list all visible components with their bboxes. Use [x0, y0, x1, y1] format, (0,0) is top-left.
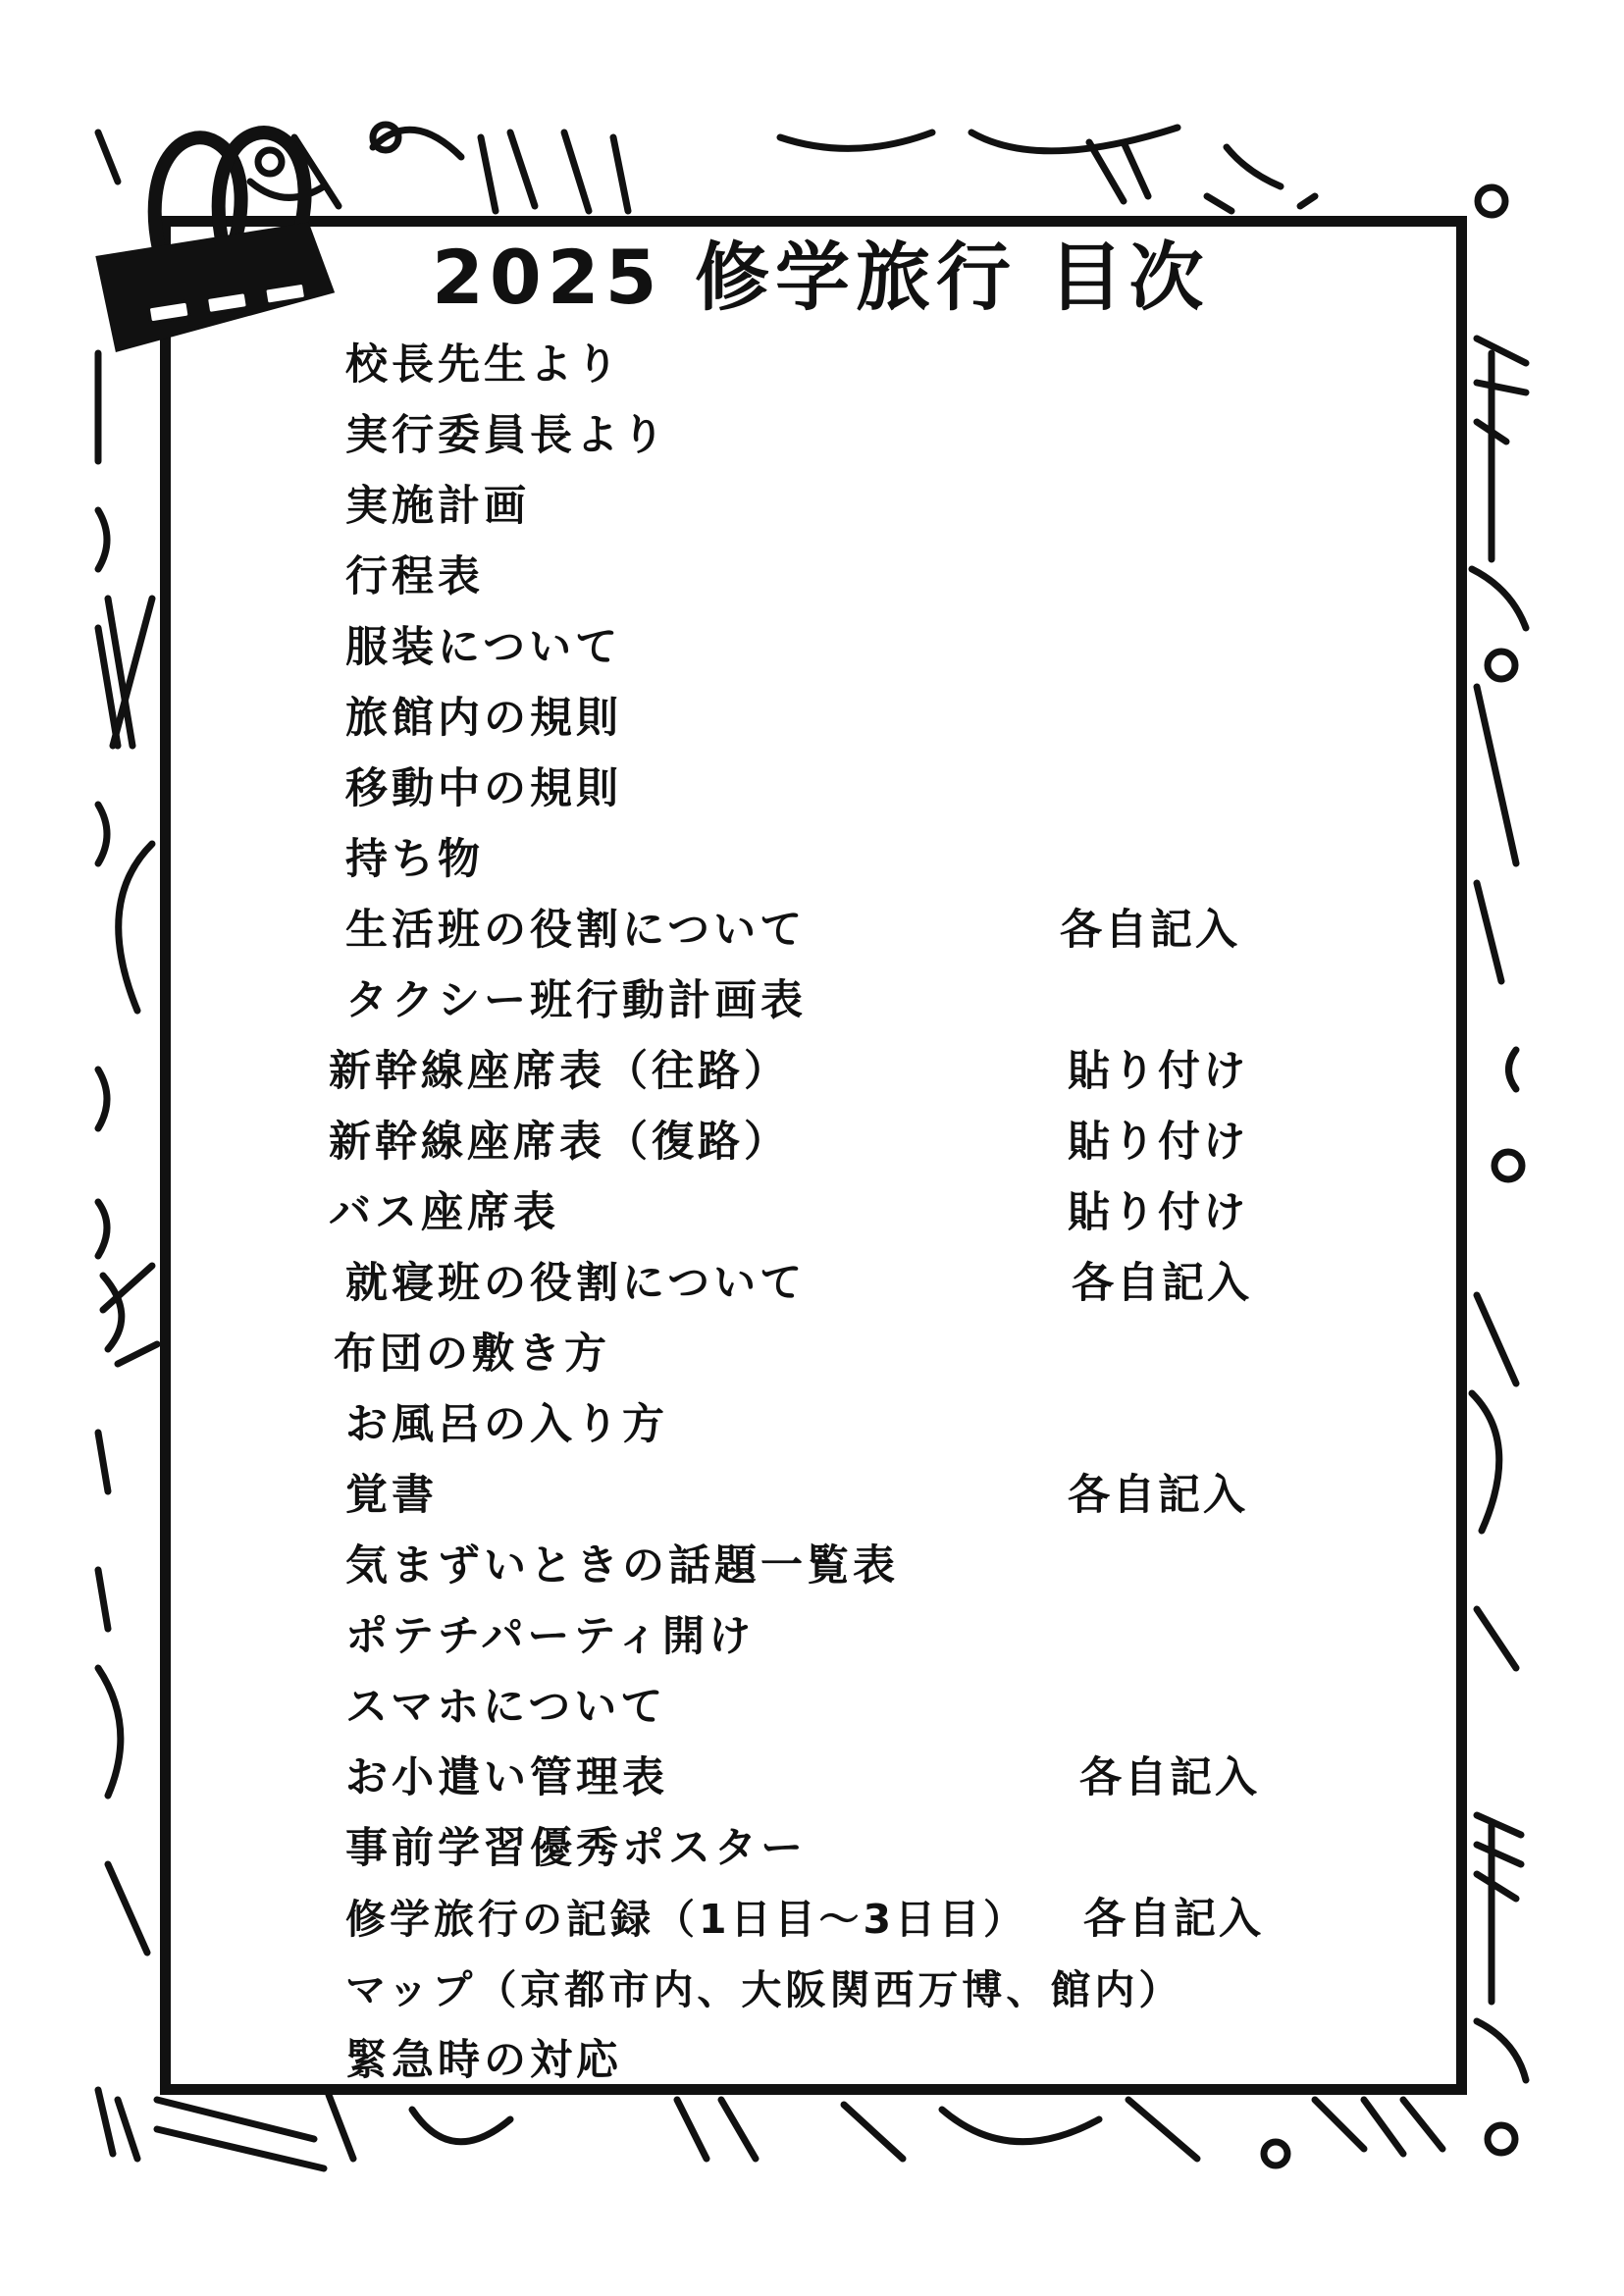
toc-item-label: 校長先生より	[345, 340, 622, 390]
toc-item	[0, 830, 1624, 889]
toc-item-label: 新幹線座席表（復路）	[329, 1118, 790, 1167]
toc-item	[0, 1325, 1624, 1383]
toc-item-label: お小遣い管理表	[345, 1753, 668, 1802]
toc-item	[0, 1960, 1624, 2019]
toc-item-label: 修学旅行の記録（1日目～3日目）	[345, 1896, 1028, 1943]
toc-item	[0, 618, 1624, 677]
toc-item	[0, 1466, 1624, 1525]
toc-item-note: 各自記入	[1068, 1471, 1248, 1520]
toc-item-label: 事前学習優秀ポスター	[345, 1824, 807, 1873]
toc-item-label: 実行委員長より	[345, 411, 668, 460]
toc-item-label: 持ち物	[345, 835, 484, 884]
toc-item	[0, 1819, 1624, 1878]
toc-item-note: 貼り付け	[1068, 1047, 1248, 1096]
toc-item-label: ポテチパーティ開け	[345, 1612, 755, 1661]
toc-item	[0, 1537, 1624, 1595]
toc-item	[0, 2031, 1624, 2090]
toc-item	[0, 406, 1624, 465]
toc-item-label: 行程表	[345, 552, 484, 601]
toc-item	[0, 1183, 1624, 1242]
toc-item	[0, 971, 1624, 1030]
toc-item-label: 生活班の役割について	[345, 906, 807, 955]
toc-item	[0, 901, 1624, 960]
toc-item-note: 各自記入	[1072, 1259, 1252, 1308]
toc-item-note: 各自記入	[1083, 1895, 1264, 1944]
toc-item	[0, 548, 1624, 606]
toc-item-label: 覚書	[345, 1471, 438, 1520]
toc-item-label: 新幹線座席表（往路）	[329, 1047, 790, 1096]
toc-item-label: マップ（京都市内、大阪関西万博、館内）	[345, 1966, 1183, 2013]
toc-item-label: 布団の敷き方	[334, 1330, 610, 1379]
toc-item-label: 実施計画	[345, 482, 530, 531]
toc-item-label: 緊急時の対応	[345, 2036, 622, 2085]
toc-item-label: バス座席表	[329, 1188, 559, 1237]
toc-item-label: 服装について	[345, 623, 622, 672]
toc-item	[0, 689, 1624, 748]
toc-item-label: 移動中の規則	[345, 764, 622, 813]
toc-item-note: 貼り付け	[1068, 1188, 1248, 1237]
toc-item	[0, 759, 1624, 818]
toc-item-note: 貼り付け	[1068, 1118, 1248, 1167]
toc-item	[0, 1678, 1624, 1737]
toc-item-label: 旅館内の規則	[345, 694, 622, 743]
toc-item-label: 気まずいときの話題一覧表	[345, 1541, 899, 1591]
toc-item-note: 各自記入	[1079, 1753, 1260, 1802]
toc-item-label: お風呂の入り方	[345, 1400, 668, 1449]
toc-item-label: 就寝班の役割について	[345, 1259, 807, 1308]
toc-item-label: タクシー班行動計画表	[345, 976, 807, 1025]
toc-item	[0, 1395, 1624, 1454]
toc-item-note: 各自記入	[1060, 906, 1240, 955]
toc-item	[0, 477, 1624, 536]
toc-item	[0, 1113, 1624, 1172]
toc-item	[0, 336, 1624, 394]
toc-item	[0, 1890, 1624, 1949]
toc-item	[0, 1042, 1624, 1101]
toc-item-label: スマホについて	[345, 1683, 667, 1732]
toc-item	[0, 1254, 1624, 1313]
toc-item	[0, 1748, 1624, 1807]
toc-item	[0, 1607, 1624, 1666]
page-title: 2025 修学旅行 目次	[432, 234, 1210, 321]
